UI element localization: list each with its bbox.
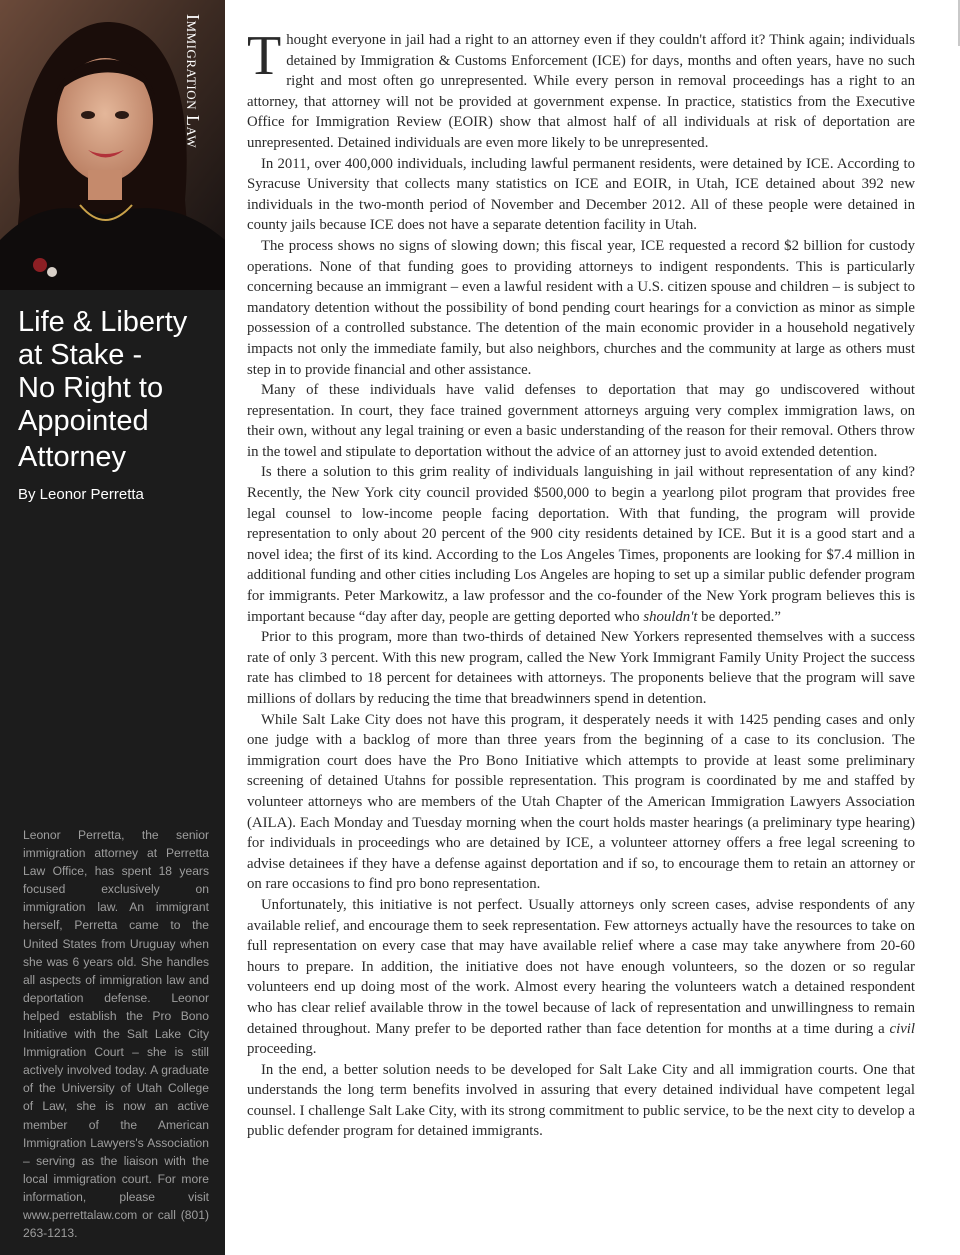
emphasis: shouldn't xyxy=(643,608,698,625)
article-paragraph: In 2011, over 400,000 individuals, including lawful permanent residents, were detained by ICE. According to Syracuse University that collects many statistics on ICE and EOIR, in Utah, ICE detained about 392 new individuals in the two-month period of November and December 2012. All of these people were detained in county jails because ICE does not have a separate detention facility in Utah. xyxy=(247,155,915,234)
headline-line: Life & Liberty xyxy=(18,306,188,338)
article-paragraph: Prior to this program, more than two-thirds of detained New Yorkers represented themselves with a success rate of only 3 percent. With this new program, called the New York Immigrant Family Unity Project the success rate has climbed to 18 percent for detainees with attorneys. The proponents believe that the program will save millions of dollars by reducing the time that breadwinners spend in detention. xyxy=(247,629,915,707)
drop-cap: T xyxy=(247,25,282,87)
article-paragraph: The process shows no signs of slowing down; this fiscal year, ICE requested a record $2 billion for custody operations. None of that funding goes to providing attorneys to indigent respondents. This is particularly concerning because an immigrant – even a lawful resident with a U.S. citizen spouse and children – is subject to mandatory detention without the possibility of bond pending court hearings for a conviction as minor as simple possession of a controlled substance. The detention of the main economic provider in a household negatively impacts not only the immediate family, but also neighbors, churches and the community at large as others must step in to provide financial and other assistance. xyxy=(247,237,915,378)
emphasis: civil xyxy=(889,1020,915,1037)
author-bio: Leonor Perretta, the senior immigration attorney at Perretta Law Office, has spent 18 years focused exclusively on immigration law. An immigrant herself, Perretta came to the United States from Uruguay when she was 6 years old. She handles all aspects of immigration law and deportation defense. Leonor helped establish the Pro Bono Initiative with the Salt Lake City Immigration Court – she is still actively involved today. A graduate of the University of Utah College of Law, she is now an active member of the American Immigration Lawyers's Association – serving as the liaison with the local immigration court. For more information, please visit www.perrettalaw.com or call (801) 263-1213. xyxy=(23,828,209,1241)
article-paragraph: Is there a solution to this grim reality of individuals languishing in jail without representation of any kind? Recently, the New York city council provided $500,000 to begin a yearlong pilot program that provides free legal counsel to low-income people facing deportation. With that funding, the program will provide representation to only about 20 percent of the 900 city residents detained by ICE. But it is a good start and a novel idea; the first of its kind. According to the Los Angeles Times, proponents are looking for $7.4 million in additional funding and other cities including Los Angeles are hoping to set up a similar public defender program for immigrants. Peter Markowitz, a law professor and the co-founder of the New York program believes this is important because “day after day, people are getting deported who shouldn't be deported.” xyxy=(247,464,915,625)
headline-line: Appointed xyxy=(18,405,149,437)
article-headline xyxy=(18,306,218,474)
author-byline: By Leonor Perretta xyxy=(18,486,144,503)
article-body xyxy=(247,25,915,1210)
headline-line: at Stake - xyxy=(18,339,143,371)
article-paragraph: While Salt Lake City does not have this program, it desperately needs it with 1425 pending cases and only one judge with a backlog of more than three years from the beginning of a case to its conclusion. The immigration court does have the Pro Bono Initiative which attempts to provide at least some preliminary screening of detained Utahns for possible representation. This program is coordinated by me and staffed by volunteer attorneys who are members of the Utah Chapter of the American Immigration Lawyers Association (AILA). Each Monday and Tuesday morning when the court holds master hearings (a preliminary type hearing) for individuals in proceedings who are detained by ICE, a volunteer attorney offers a free legal screening to advise detainees if they have a defense against deportation and if so, to encourage them to retain an attorney or on rare occasions to find pro bono representation. xyxy=(247,711,915,893)
headline-line: No Right to xyxy=(18,372,164,404)
article-paragraph: In the end, a better solution needs to be developed for Salt Lake City and all immigration courts. One that understands the long term benefits involved in assuring that every detained individual have competent legal counsel. I challenge Salt Lake City, with its strong commitment to public service, to be the next city to develop a public defender program for detained immigrants. xyxy=(247,1061,915,1140)
section-label: Immigration Law xyxy=(183,14,203,149)
article-paragraph: Unfortunately, this initiative is not perfect. Usually attorneys only screen cases, advise respondents of any available relief, and encourage them to seek representation. Few attorneys actually have the resources to take on full representation on every case that may have available relief where a case may take anywhere from 20-60 hours to prepare. In addition, the initiative does not have enough volunteers, so the dozen or so regular volunteers end up doing most of the work. Almost every hearing the volunteers watch a detained respondent who has clear relief available throw in the towel because of lack of representation and unwillingness to remain detained throughout. Many prefer to be deported rather than face detention for months at a time during a civil proceeding. xyxy=(247,896,915,1058)
headline-line: Attorney xyxy=(18,441,126,473)
article-paragraph: Many of these individuals have valid defenses to deportation that may go undiscovered without representation. In court, they face trained government attorneys arguing very complex immigration laws, on their own, without any legal training or even a basic understanding of the reason for their removal. Others throw in the towel and stipulate to deportation without the advice of an attorney just to avoid extended detention. xyxy=(247,382,915,460)
sidebar xyxy=(0,0,225,1255)
article-paragraph: Thought everyone in jail had a right to an attorney even if they couldn't afford it? Think again; individuals detained by Immigration & Customs Enforcement (ICE) for days, months and often years, have no such right and most often go unrepresented. While every person in removal proceedings has a right to an attorney, that attorney will not be provided at government expense. In practice, statistics from the Executive Office for Immigration Review (EOIR) show that almost half of all individuals at risk of deportation are unrepresented. Detained individuals are even more likely to be unrepresented. xyxy=(247,25,915,151)
